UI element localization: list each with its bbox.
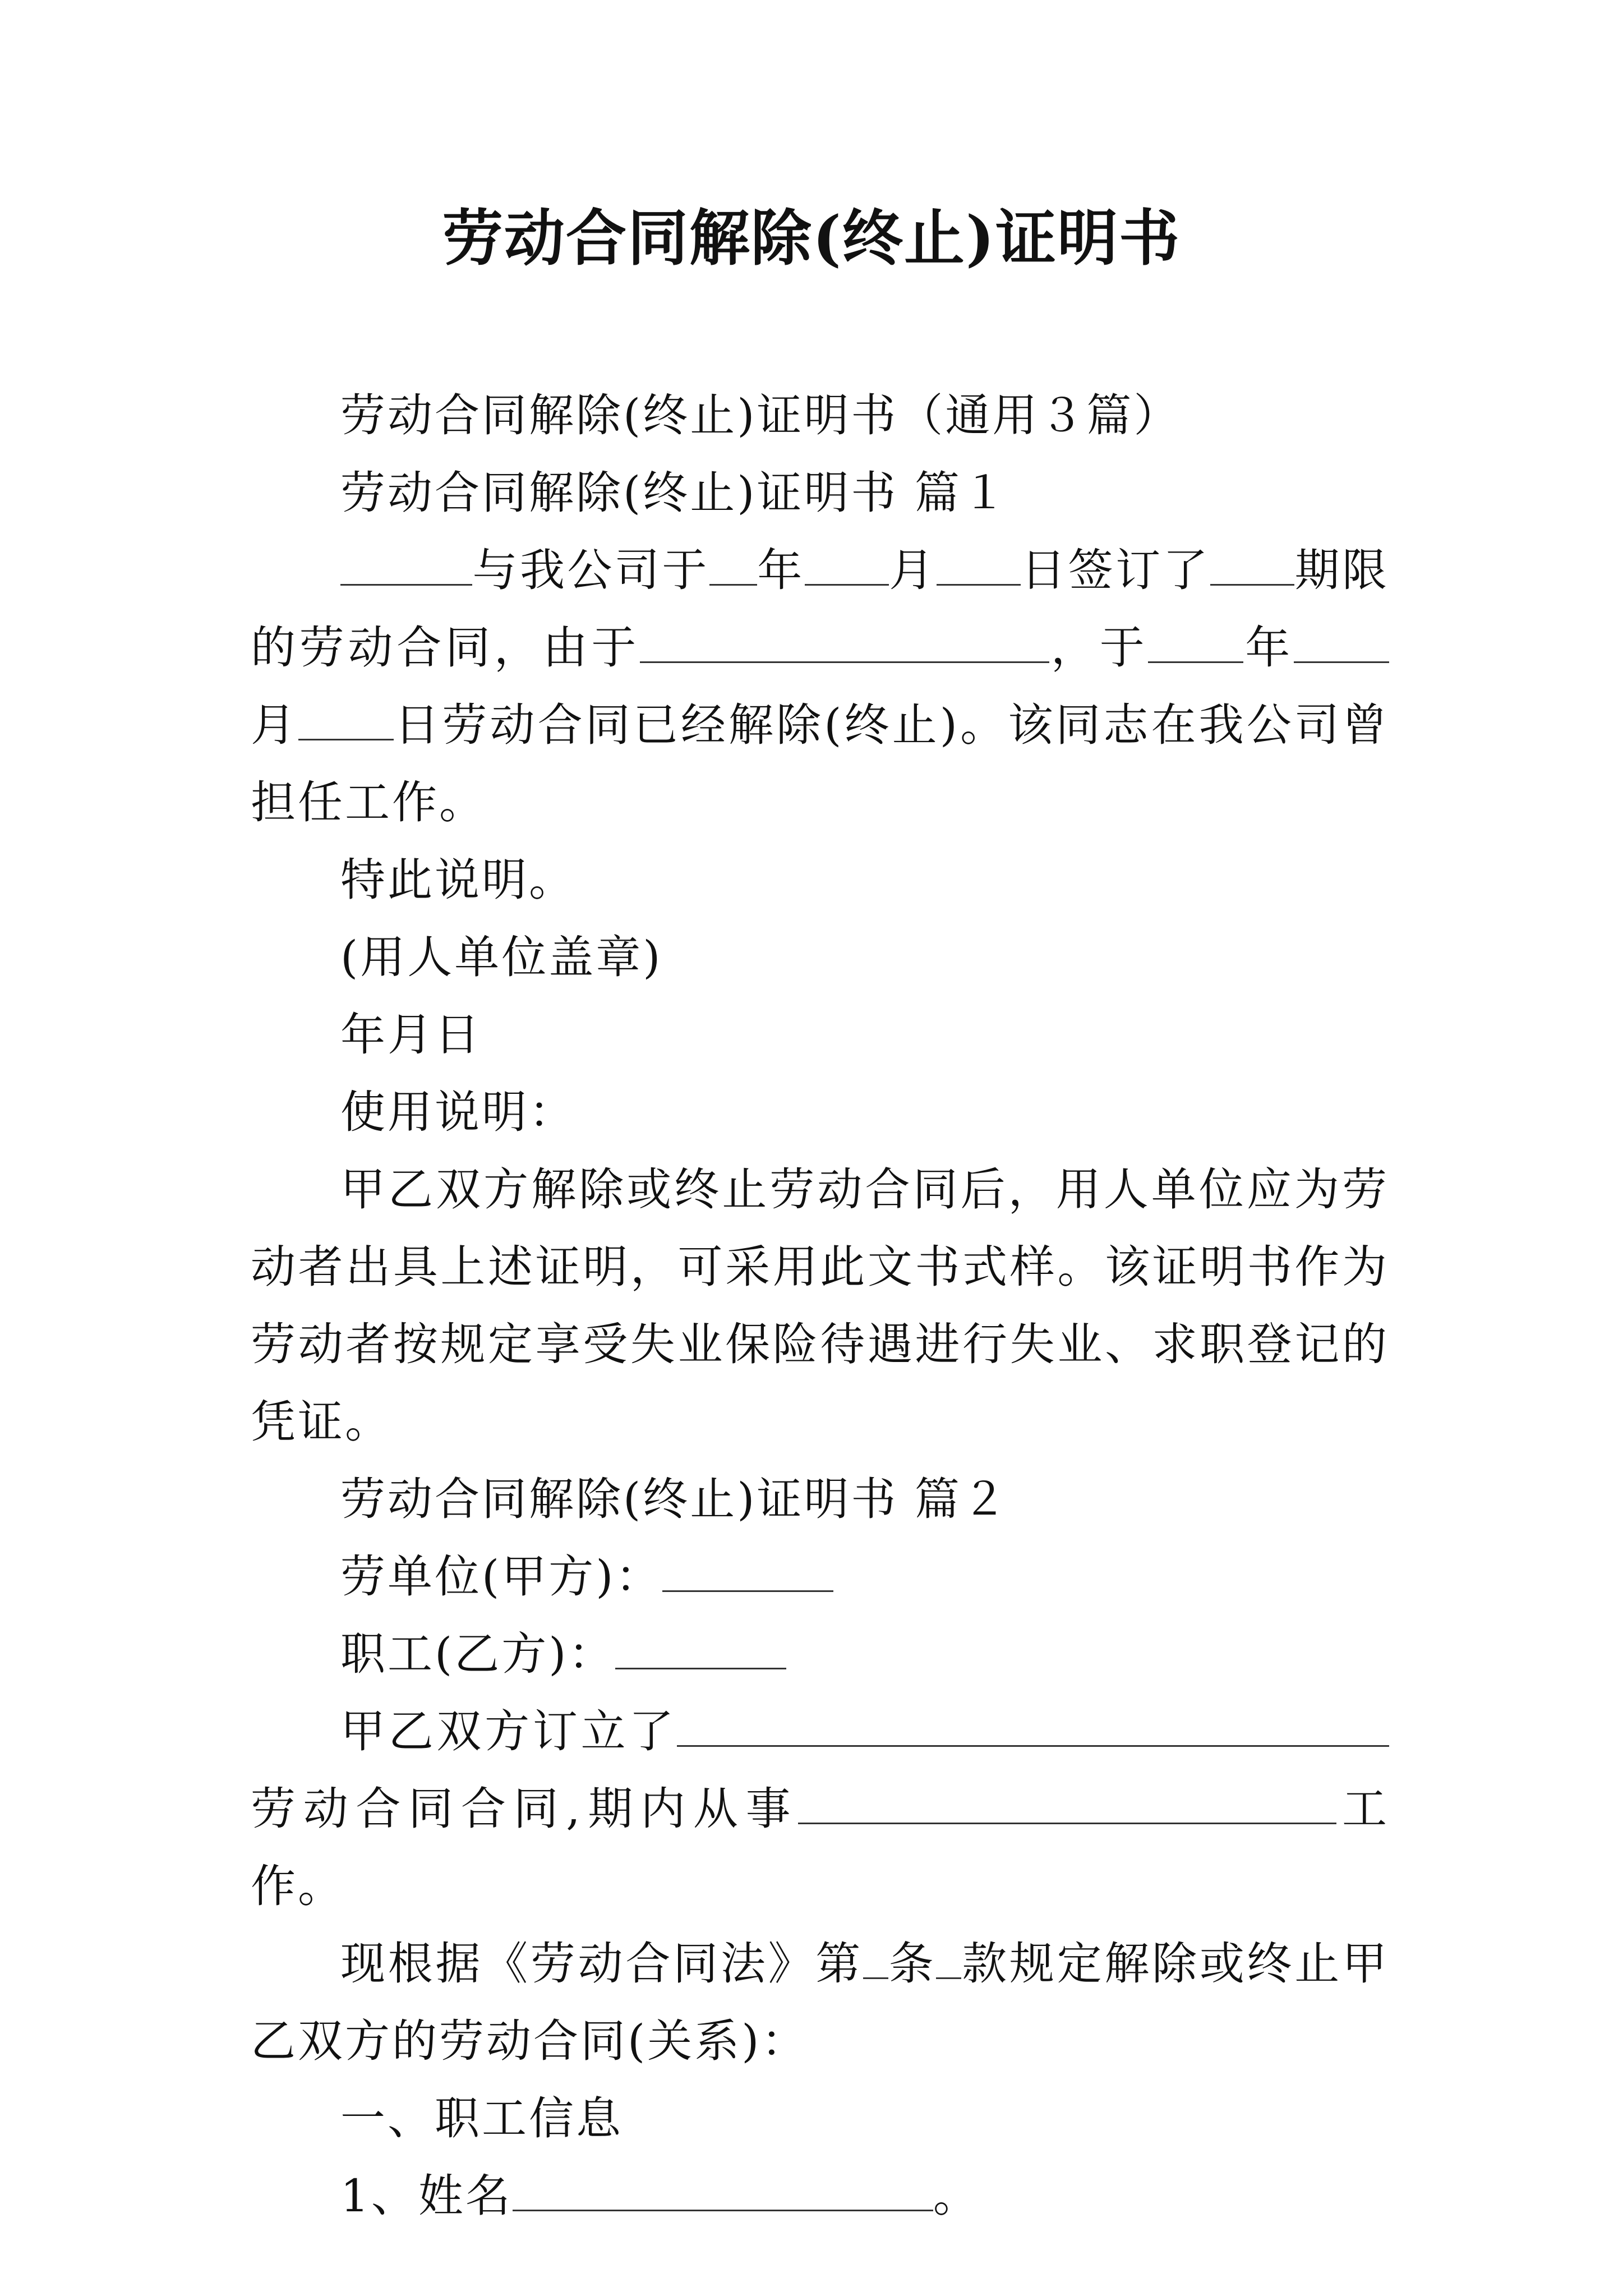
employee-label: 职工(乙方)：	[340, 1628, 616, 1680]
blank-contract-type	[677, 1709, 1389, 1747]
blank-end-day	[298, 703, 394, 740]
text-s4: 日签订了	[1020, 544, 1211, 596]
blank-sign-year	[709, 548, 757, 586]
blank-reason	[640, 625, 1049, 663]
text-c1: 甲乙双方订立了	[340, 1705, 677, 1757]
text-l3: 款规定解除或终止甲乙双方的劳动合同(关系)：	[251, 1938, 1390, 2067]
section1-heading: 一、职工信息	[340, 2092, 623, 2145]
blank-article	[863, 1941, 888, 1979]
text-s7: 年	[1243, 622, 1294, 674]
part2-heading: 劳动合同解除(终止)证明书 篇２	[340, 1473, 1009, 1525]
blank-end-month	[1294, 625, 1389, 663]
blank-employee-name	[340, 548, 472, 586]
text-s3: 月	[888, 544, 937, 596]
part1-contract-paragraph	[251, 532, 1389, 841]
employer-line	[251, 1538, 1389, 1616]
document-body	[251, 377, 1389, 2235]
text-s1: 与我公司于	[472, 544, 709, 596]
intro-line: 劳动合同解除(终止)证明书（通用３篇）	[340, 389, 1181, 441]
blank-name	[513, 2174, 933, 2211]
contract-paragraph	[251, 1693, 1389, 1925]
text-l1: 现根据《劳动合同法》第	[340, 1938, 863, 1990]
text-s9: 日劳动合同已经解除(终止)。该同志在我公司曾担任工作。	[251, 699, 1390, 829]
usage-paragraph: 甲乙双方解除或终止劳动合同后，用人单位应为劳动者出具上述证明，可采用此文书式样。该证明书作为劳动者按规定享受失业保险待遇进行失业、求职登记的凭证。	[251, 1163, 1389, 1448]
name-label: 1、姓名	[340, 2170, 513, 2222]
blank-employee	[615, 1632, 786, 1669]
part1-heading: 劳动合同解除(终止)证明书 篇１	[340, 467, 1009, 519]
blank-sign-day	[937, 548, 1021, 586]
text-s8: 月	[251, 699, 299, 751]
document-title: 劳动合同解除(终止)证明书	[442, 203, 1181, 274]
blank-term	[1210, 548, 1294, 586]
seal-line: (用人单位盖章)	[340, 931, 663, 983]
text-s2: 年	[757, 544, 805, 596]
blank-clause	[936, 1941, 961, 1979]
date-line: 年月日	[340, 1009, 482, 1061]
text-l2: 条	[888, 1938, 937, 1990]
text-s6: ，于	[1049, 622, 1149, 674]
name-line	[251, 2157, 1389, 2235]
usage-heading: 使用说明：	[340, 1086, 576, 1138]
employer-label: 劳单位(甲方)：	[340, 1550, 663, 1603]
blank-job	[798, 1787, 1336, 1824]
name-end: 。	[933, 2170, 980, 2222]
text-s5: 期限的劳动合同，由于	[251, 544, 1390, 674]
statement-line: 特此说明。	[340, 854, 576, 906]
blank-end-year	[1148, 625, 1243, 663]
text-c3: 工作。	[251, 1783, 1389, 1912]
law-paragraph	[251, 1925, 1389, 2080]
text-c2: 劳动合同合同,期内从事	[251, 1783, 799, 1835]
employee-line	[251, 1616, 1389, 1693]
blank-sign-month	[805, 548, 889, 586]
blank-employer	[662, 1554, 833, 1592]
